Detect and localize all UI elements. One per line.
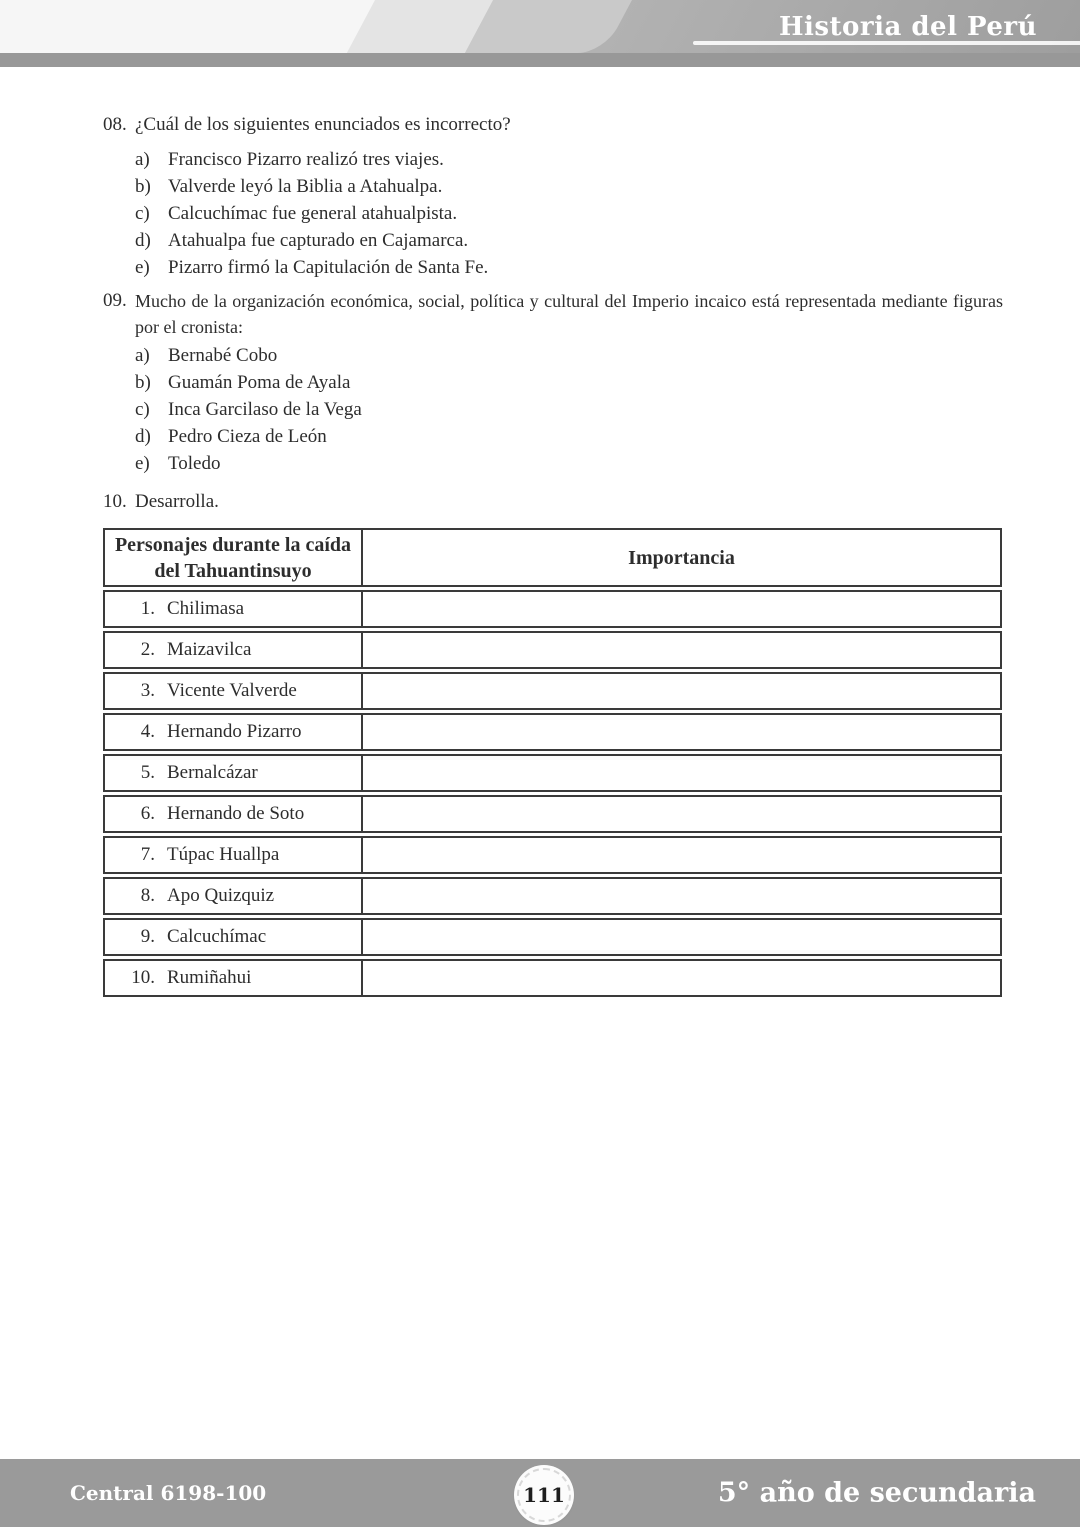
page-number-badge [517, 1468, 571, 1522]
importancia-cell [363, 592, 1000, 626]
option-letter: e) [135, 453, 150, 474]
personajes-header-cell: Personajes durante la caída del Tahuantinsuyo [105, 530, 363, 585]
table-row [103, 918, 1002, 956]
personaje-cell [105, 797, 363, 831]
row-name: Bernalcázar [167, 762, 258, 783]
page-number: 111 [523, 1483, 565, 1507]
importancia-cell [363, 961, 1000, 995]
importancia-cell [363, 715, 1000, 749]
option-text: Atahualpa fue capturado en Cajamarca. [168, 230, 469, 251]
table-row [103, 754, 1002, 792]
personaje-cell [105, 633, 363, 667]
option-text: Valverde leyó la Biblia a Atahualpa. [168, 176, 443, 197]
option-c [135, 200, 1003, 227]
importancia-cell [363, 920, 1000, 954]
option-text: Toledo [168, 453, 221, 474]
row-name: Vicente Valverde [167, 680, 297, 701]
option-b [135, 369, 1003, 396]
table-row [103, 631, 1002, 669]
row-number: 7. [140, 844, 155, 865]
row-number: 8. [140, 885, 155, 906]
row-name: Rumiñahui [167, 967, 252, 988]
importancia-cell [363, 797, 1000, 831]
question-09-stem [103, 288, 1003, 340]
option-text: Guamán Poma de Ayala [168, 372, 351, 393]
question-08-options [135, 146, 1003, 281]
course-title: Historia del Perú [778, 12, 1037, 42]
table-row [103, 877, 1002, 915]
table-row [103, 590, 1002, 628]
importancia-cell [363, 879, 1000, 913]
option-letter: d) [135, 426, 151, 447]
option-text: Pizarro firmó la Capitulación de Santa Fe. [168, 257, 489, 278]
importancia-cell [363, 756, 1000, 790]
question-number: 09. [103, 290, 127, 311]
row-number: 6. [140, 803, 155, 824]
personaje-cell [105, 879, 363, 913]
option-letter: b) [135, 176, 151, 197]
row-number: 4. [140, 721, 155, 742]
row-name: Hernando Pizarro [167, 721, 302, 742]
option-text: Francisco Pizarro realizó tres viajes. [168, 149, 444, 170]
row-name: Maizavilca [167, 639, 252, 660]
footer-grade: 5° año de secundaria [717, 1477, 1036, 1509]
question-09 [103, 288, 1003, 477]
importancia-cell [363, 838, 1000, 872]
page-footer [0, 1459, 1080, 1527]
personaje-cell [105, 920, 363, 954]
option-letter: a) [135, 345, 150, 366]
table-row [103, 672, 1002, 710]
personaje-cell [105, 961, 363, 995]
question-number: 10. [103, 491, 127, 512]
table-header-row [103, 528, 1002, 587]
option-text: Pedro Cieza de León [168, 426, 327, 447]
question-text: Desarrolla. [135, 491, 219, 512]
personaje-cell [105, 592, 363, 626]
question-09-options [135, 342, 1003, 477]
row-number: 3. [140, 680, 155, 701]
table-row [103, 836, 1002, 874]
option-letter: d) [135, 230, 151, 251]
option-letter: e) [135, 257, 150, 278]
row-name: Calcuchímac [167, 926, 267, 947]
option-a [135, 342, 1003, 369]
row-number: 5. [140, 762, 155, 783]
row-number: 9. [140, 926, 155, 947]
importancia-header-cell: Importancia [628, 546, 735, 569]
question-number: 08. [103, 114, 127, 135]
option-b [135, 173, 1003, 200]
table-row [103, 713, 1002, 751]
personaje-cell [105, 674, 363, 708]
question-08-stem [103, 112, 1003, 138]
row-name: Hernando de Soto [167, 803, 305, 824]
option-text: Inca Garcilaso de la Vega [168, 399, 362, 420]
personaje-cell [105, 756, 363, 790]
option-d [135, 227, 1003, 254]
option-text: Calcuchímac fue general atahualpista. [168, 203, 458, 224]
option-e [135, 450, 1003, 477]
question-08 [103, 112, 1003, 281]
question-10-stem [103, 489, 1003, 515]
question-text: ¿Cuál de los siguientes enunciados es incorrecto? [135, 114, 511, 135]
header-bottom-strip [0, 53, 1080, 67]
table-row [103, 795, 1002, 833]
option-letter: c) [135, 203, 150, 224]
option-letter: b) [135, 372, 151, 393]
row-name: Túpac Huallpa [167, 844, 280, 865]
row-number: 2. [140, 639, 155, 660]
option-letter: c) [135, 399, 150, 420]
row-number: 1. [140, 598, 155, 619]
option-letter: a) [135, 149, 150, 170]
question-text: Mucho de la organización económica, social, política y cultural del Imperio incaico está representada mediante figuras por el cronista: [135, 291, 1003, 337]
footer-contact: Central 6198-100 [70, 1481, 267, 1505]
option-d [135, 423, 1003, 450]
question-10 [103, 489, 1003, 515]
row-number: 10. [131, 967, 155, 988]
page-header [0, 0, 1080, 67]
row-name: Apo Quizquiz [167, 885, 275, 906]
importancia-cell [363, 633, 1000, 667]
option-c [135, 396, 1003, 423]
option-text: Bernabé Cobo [168, 345, 278, 366]
development-table [103, 528, 1002, 997]
importancia-cell [363, 674, 1000, 708]
option-e [135, 254, 1003, 281]
personaje-cell [105, 838, 363, 872]
option-a [135, 146, 1003, 173]
table-row [103, 959, 1002, 997]
personaje-cell [105, 715, 363, 749]
row-name: Chilimasa [167, 598, 245, 619]
